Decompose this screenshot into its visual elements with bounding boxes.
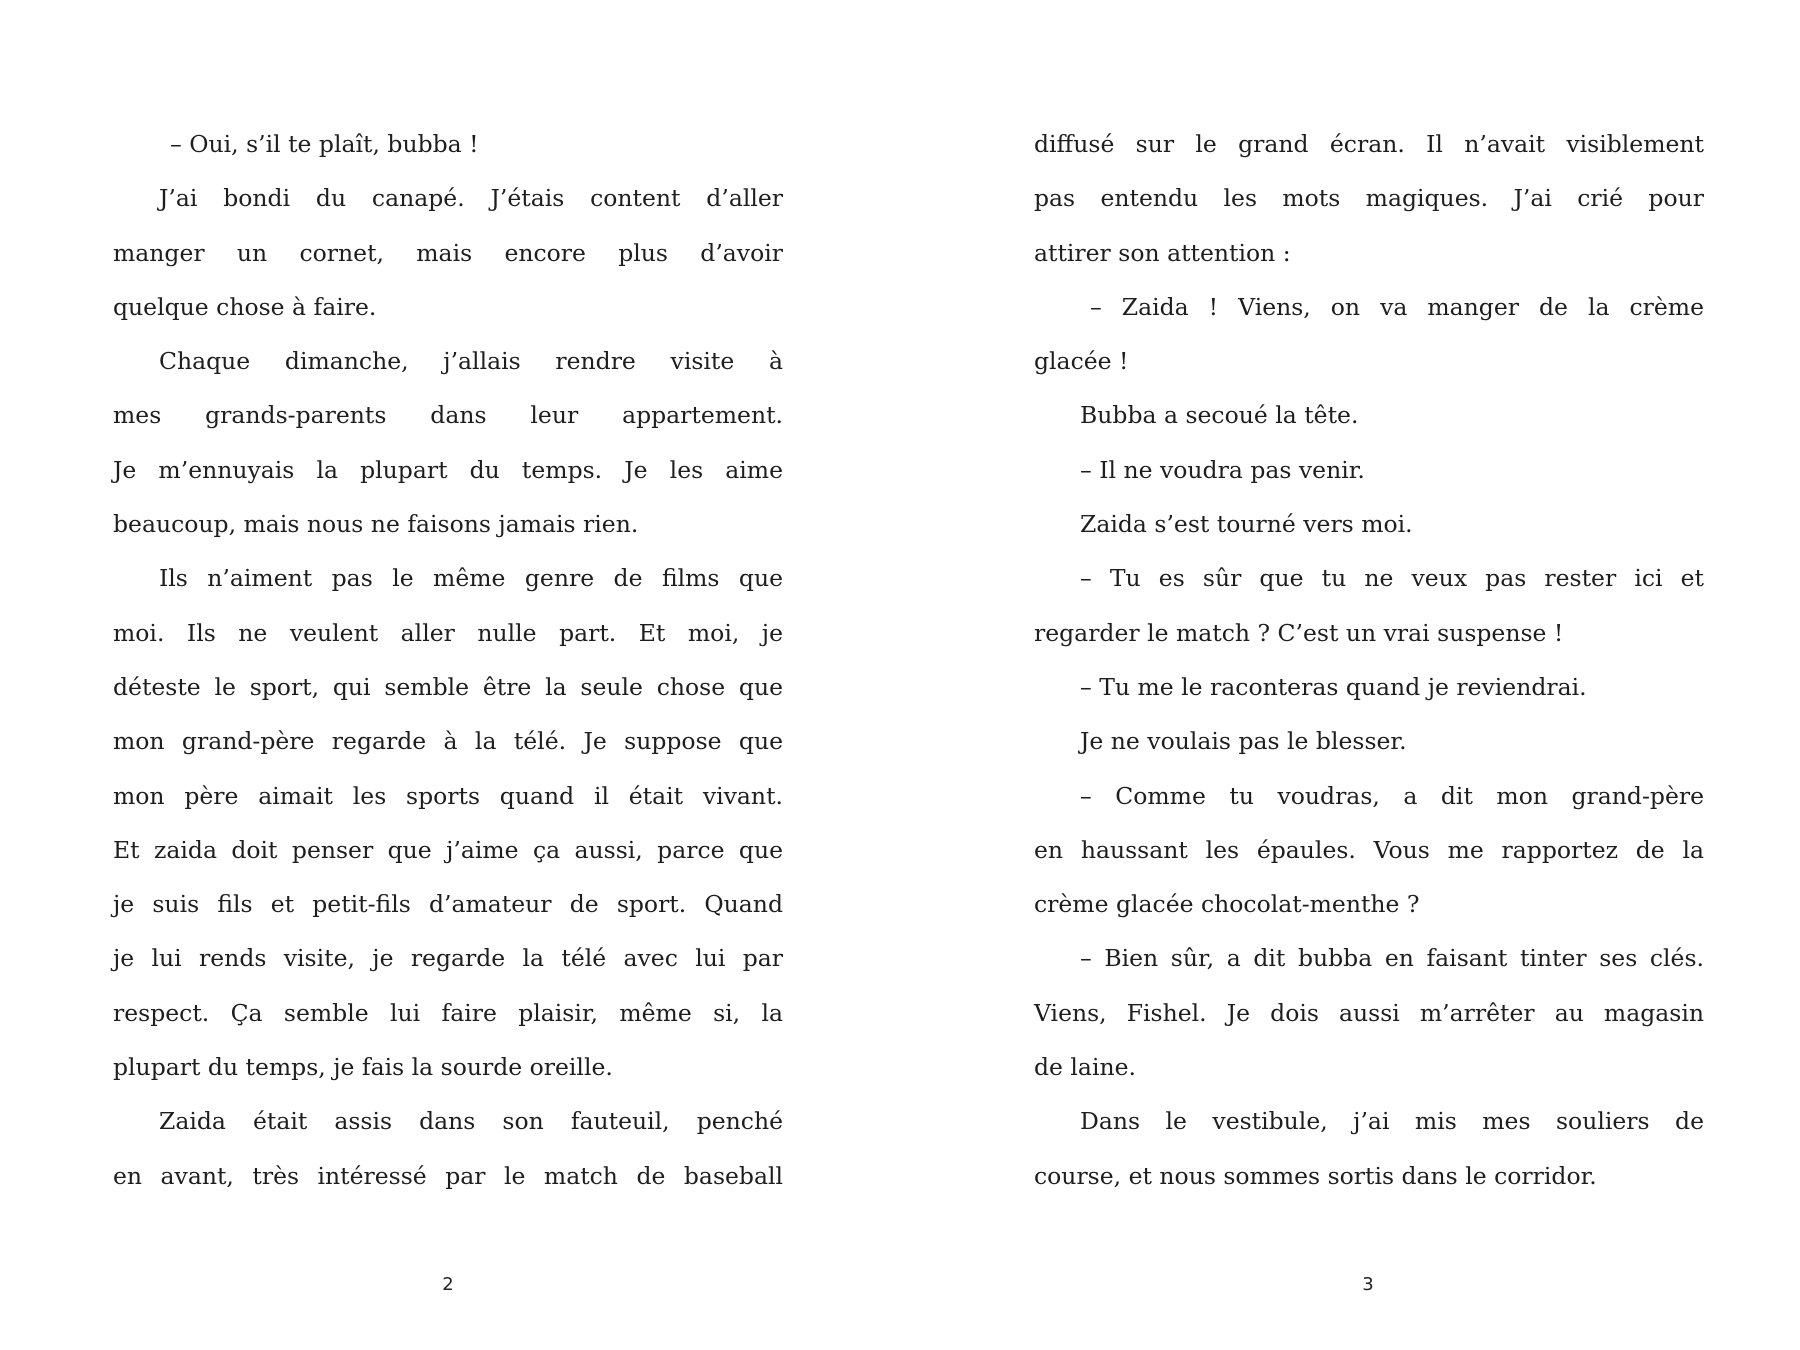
text-line: je lui rends visite, je regarde la télé avec lui par xyxy=(113,944,783,973)
text-line: quelque chose à faire. xyxy=(113,292,377,321)
text-line: mon grand-père regarde à la télé. Je suppose que xyxy=(113,727,783,756)
page-number-right: 3 xyxy=(1362,1274,1374,1295)
text-line: glacée ! xyxy=(1034,347,1129,376)
left-page xyxy=(113,117,783,1203)
text-line: manger un cornet, mais encore plus d’avoir xyxy=(113,238,783,267)
text-line: – Comme tu voudras, a dit mon grand-père xyxy=(1080,781,1704,810)
text-line: – Tu es sûr que tu ne veux pas rester ici et xyxy=(1080,564,1704,593)
right-page xyxy=(1034,117,1704,1203)
text-line: Zaida était assis dans son fauteuil, penché xyxy=(159,1107,783,1136)
text-line: J’ai bondi du canapé. J’étais content d’aller xyxy=(159,184,783,213)
text-line: – Zaida ! Viens, on va manger de la crème xyxy=(1090,292,1704,321)
text-line: respect. Ça semble lui faire plaisir, même si, la xyxy=(113,998,783,1027)
page-number-left: 2 xyxy=(442,1274,454,1295)
text-line: en haussant les épaules. Vous me rapportez de la xyxy=(1034,835,1704,864)
text-line: Zaida s’est tourné vers moi. xyxy=(1080,510,1413,539)
text-line: déteste le sport, qui semble être la seule chose que xyxy=(113,672,783,701)
text-line: – Il ne voudra pas venir. xyxy=(1080,455,1365,484)
text-line: Dans le vestibule, j’ai mis mes souliers de xyxy=(1080,1107,1704,1136)
text-line: beaucoup, mais nous ne faisons jamais rien. xyxy=(113,510,639,539)
text-line: mon père aimait les sports quand il était vivant. xyxy=(113,781,783,810)
text-line: Chaque dimanche, j’allais rendre visite à xyxy=(159,347,783,376)
text-line: plupart du temps, je fais la sourde oreille. xyxy=(113,1053,613,1082)
text-line: en avant, très intéressé par le match de baseball xyxy=(113,1161,783,1190)
text-line: – Tu me le raconteras quand je reviendrai. xyxy=(1080,672,1587,701)
text-line: mes grands-parents dans leur appartement. xyxy=(113,401,783,430)
text-line: regarder le match ? C’est un vrai suspense ! xyxy=(1034,618,1564,647)
text-line: diffusé sur le grand écran. Il n’avait visiblement xyxy=(1034,130,1704,158)
text-line: moi. Ils ne veulent aller nulle part. Et moi, je xyxy=(113,618,783,647)
text-line: course, et nous sommes sortis dans le corridor. xyxy=(1034,1161,1597,1190)
text-line: – Bien sûr, a dit bubba en faisant tinter ses clés. xyxy=(1080,944,1704,973)
text-line: attirer son attention : xyxy=(1034,238,1291,267)
text-line: crème glacée chocolat-menthe ? xyxy=(1034,890,1420,919)
text-line: je suis fils et petit-fils d’amateur de sport. Quand xyxy=(113,890,783,919)
text-line: Viens, Fishel. Je dois aussi m’arrêter au magasin xyxy=(1034,998,1704,1027)
text-line: Ils n’aiment pas le même genre de films que xyxy=(159,564,783,593)
text-line: de laine. xyxy=(1034,1053,1136,1082)
text-line: pas entendu les mots magiques. J’ai crié pour xyxy=(1034,184,1704,213)
text-line: Je ne voulais pas le blesser. xyxy=(1080,727,1407,756)
text-line: Bubba a secoué la tête. xyxy=(1080,401,1359,430)
text-line: Et zaida doit penser que j’aime ça aussi, parce que xyxy=(113,835,783,864)
text-line: Je m’ennuyais la plupart du temps. Je les aime xyxy=(113,455,783,484)
text-line: – Oui, s’il te plaît, bubba ! xyxy=(170,130,479,158)
